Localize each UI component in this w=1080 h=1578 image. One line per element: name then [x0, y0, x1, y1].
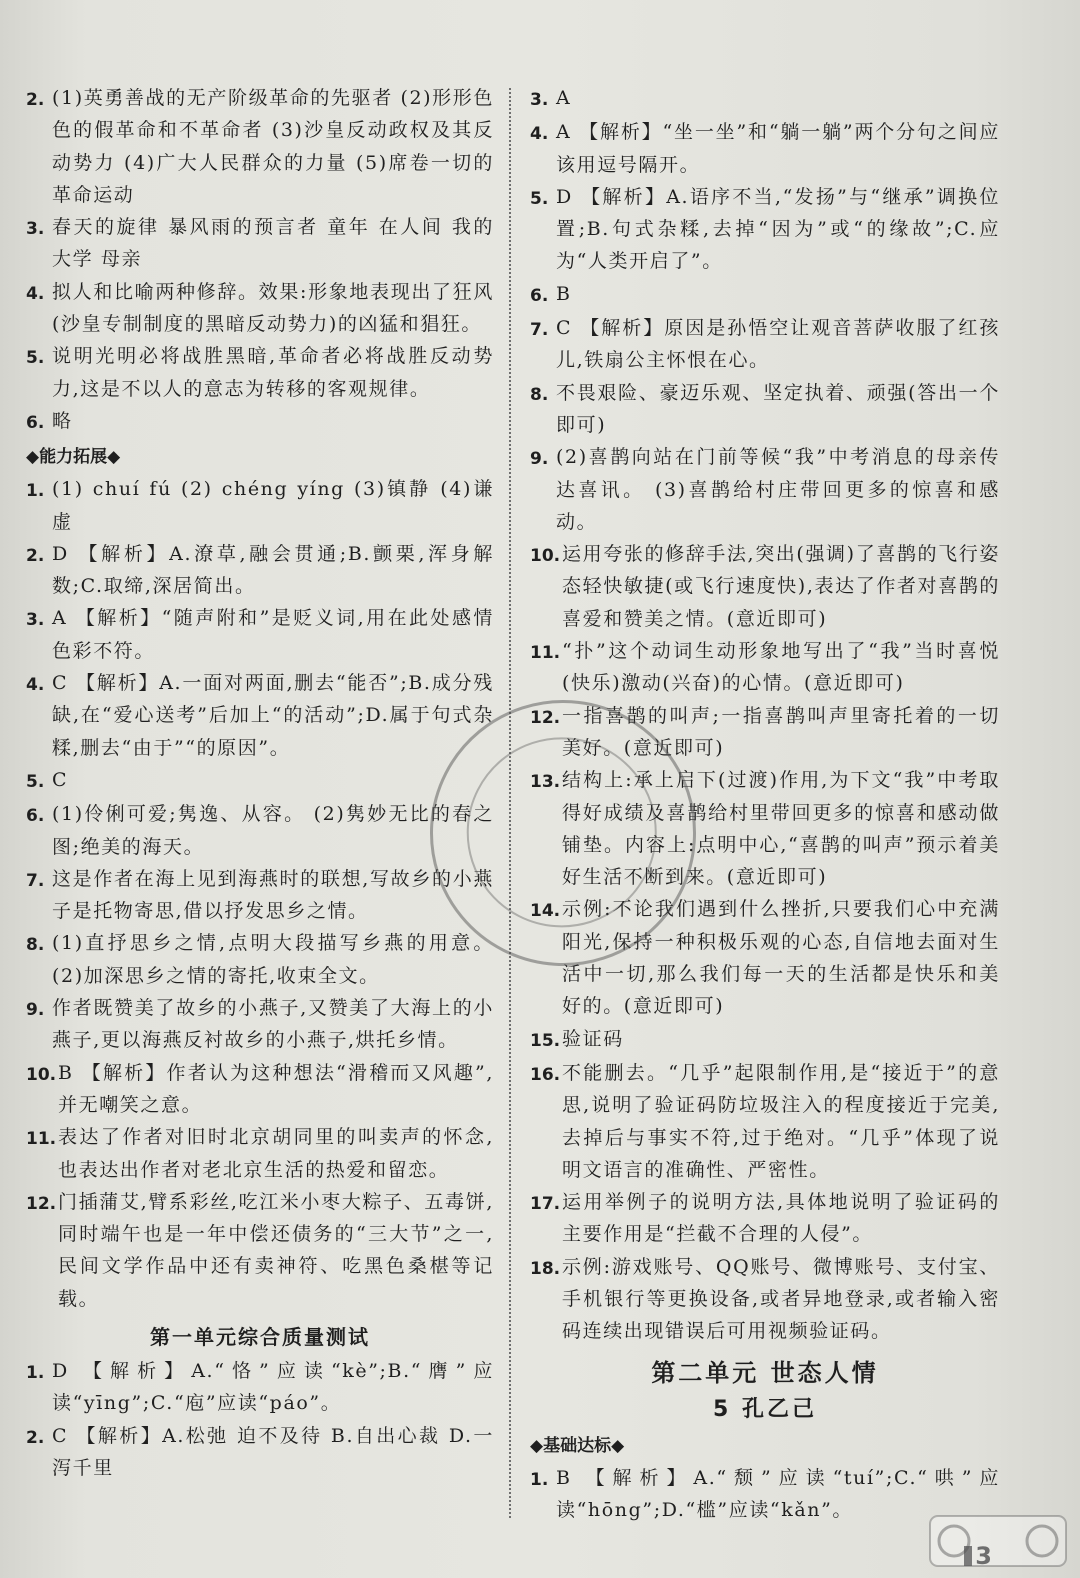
answer-text: 示例:不论我们遇到什么挫折,只要我们心中充满阳光,保持一种积极乐观的心态,自信地去面对生活中一切,那么我们每一天的生活都是快乐和美好的。(意近即可) — [562, 898, 1000, 1018]
answer-item — [530, 1186, 1000, 1251]
answer-number: 5. — [26, 771, 45, 792]
answer-text: A — [556, 87, 572, 109]
answer-text: 不畏艰险、豪迈乐观、坚定执着、顽强(答出一个即可) — [556, 381, 1000, 436]
answer-number: 17. — [530, 1194, 561, 1215]
answer-item — [26, 276, 494, 341]
answer-number: 4. — [26, 675, 45, 696]
answer-number: 7. — [530, 320, 549, 341]
answer-text: A 【解析】“坐一坐”和“躺一躺”两个分句之间应该用逗号隔开。 — [556, 121, 1000, 176]
answer-text: 作者既赞美了故乡的小燕子,又赞美了大海上的小燕子,更以海燕反衬故乡的小燕子,烘托乡情。 — [52, 997, 494, 1052]
answer-text: 结构上:承上启下(过渡)作用,为下文“我”中考取得好成绩及喜鹊给村里带回更多的惊喜和感动做铺垫。内容上:点明中心,“喜鹊的叫声”预示着美好生活不断到来。(意近即可) — [562, 769, 1000, 889]
answer-number: 10. — [530, 546, 561, 567]
answer-number: 15. — [530, 1030, 561, 1051]
answer-item — [26, 667, 494, 764]
answer-item — [530, 538, 1000, 635]
answer-number: 6. — [530, 285, 549, 306]
answer-item — [530, 312, 1000, 377]
answer-item — [26, 927, 494, 992]
answer-text: 春天的旋律 暴风雨的预言者 童年 在人间 我的大学 母亲 — [52, 216, 494, 271]
answer-item — [26, 211, 494, 276]
answer-text: (1)英勇善战的无产阶级革命的先驱者 (2)形形色色的假革命和不革命者 (3)沙皇反动政权及其反动势力 (4)广大人民群众的力量 (5)席卷一切的革命运动 — [52, 87, 494, 206]
unit1-test-answers — [26, 1355, 494, 1484]
answer-text: C 【解析】A.松弛 迫不及待 B.自出心裁 D.一泻千里 — [52, 1424, 494, 1479]
answer-number: 11. — [26, 1129, 57, 1150]
answer-text: A 【解析】“随声附和”是贬义词,用在此处感情色彩不符。 — [52, 607, 494, 662]
answer-item — [26, 1186, 494, 1315]
right-answers — [530, 82, 1000, 1348]
answer-text: (2)喜鹊向站在门前等候“我”中考消息的母亲传达喜讯。 (3)喜鹊给村庄带回更多的惊喜和感动。 — [556, 446, 1000, 533]
answer-item — [530, 278, 1000, 312]
ability-answers — [26, 473, 494, 1315]
answer-item — [530, 82, 1000, 116]
answer-item — [530, 893, 1000, 1022]
answer-item — [26, 473, 494, 538]
unit2-title: 第二单元 世态人情 — [651, 1358, 879, 1387]
answer-text: 示例:游戏账号、QQ账号、微博账号、支付宝、手机银行等更换设备,或者异地登录,或者输入密码连续出现错误后可用视频验证码。 — [562, 1255, 1000, 1343]
answer-number: 11. — [530, 643, 561, 664]
answer-text: “扑”这个动词生动形象地写出了“我”当时喜悦(快乐)激动(兴奋)的心情。(意近即可) — [562, 640, 1000, 695]
answer-number: 8. — [530, 384, 549, 405]
answer-text: (1) chuí fú (2) chéng yíng (3)镇静 (4)谦虚 — [52, 478, 494, 533]
answer-number: 4. — [26, 283, 45, 304]
answer-item — [530, 764, 1000, 893]
answer-number: 7. — [26, 870, 45, 891]
answer-item — [530, 1251, 1000, 1348]
answer-number: 3. — [26, 219, 45, 240]
answer-text: D 【解析】A.“恪”应读“kè”;B.“膺”应读“yīng”;C.“庖”应读“páo”。 — [52, 1359, 494, 1415]
answer-item — [26, 863, 494, 928]
answer-text: C 【解析】A.一面对两面,删去“能否”;B.成分残缺,在“爱心送考”后加上“的活动”;D.属于句式杂糅,删去“由于”“的原因”。 — [52, 672, 494, 759]
answer-item — [530, 1023, 1000, 1057]
answer-item — [530, 635, 1000, 700]
right-column — [530, 82, 1000, 1526]
answer-item — [26, 82, 494, 211]
answer-number: 2. — [26, 545, 45, 566]
answer-number: 6. — [26, 806, 45, 827]
answer-item — [26, 1420, 494, 1485]
answer-number: 2. — [26, 1427, 45, 1448]
answer-item — [26, 1355, 494, 1420]
answer-item — [26, 602, 494, 667]
answer-text: C 【解析】原因是孙悟空让观音菩萨收服了红孩儿,铁扇公主怀恨在心。 — [556, 317, 1000, 372]
answer-item — [26, 340, 494, 405]
answer-text: 说明光明必将战胜黑暗,革命者必将战胜反动势力,这是不以人的意志为转移的客观规律。 — [52, 345, 494, 400]
answer-number: 9. — [530, 449, 549, 470]
answer-number: 1. — [26, 481, 45, 502]
answer-item — [26, 992, 494, 1057]
lesson-title: 5 孔乙己 — [713, 1396, 817, 1422]
answer-text: D 【解析】A.语序不当,“发扬”与“继承”调换位置;B.句式杂糅,去掉“因为”或“的缘故”;C.应为“人类开启了”。 — [556, 185, 1000, 273]
answer-number: 6. — [26, 412, 45, 433]
answer-number: 9. — [26, 1000, 45, 1021]
unit1-test-title: 第一单元综合质量测试 — [150, 1324, 370, 1349]
answer-text: B 【解析】作者认为这种想法“滑稽而又风趣”,并无嘲笑之意。 — [58, 1061, 494, 1116]
answer-number: 12. — [530, 707, 561, 728]
ability-heading: ◆能力拓展◆ — [26, 447, 121, 468]
answer-text: 这是作者在海上见到海燕时的联想,写故乡的小燕子是托物寄思,借以抒发思乡之情。 — [52, 867, 494, 923]
answer-text: 运用夸张的修辞手法,突出(强调)了喜鹊的飞行姿态轻快敏捷(或飞行速度快),表达了作者对喜鹊的喜爱和赞美之情。(意近即可) — [562, 543, 1000, 630]
answer-number: 10. — [26, 1064, 57, 1085]
answer-number: 16. — [530, 1064, 561, 1085]
answer-item — [26, 798, 494, 863]
answer-text: 运用举例子的说明方法,具体地说明了验证码的主要作用是“拦截不合理的人侵”。 — [562, 1191, 1000, 1246]
answer-number: 1. — [530, 1469, 549, 1490]
answer-item — [26, 405, 494, 439]
left-column — [26, 82, 494, 1484]
answer-text: 不能删去。“几乎”起限制作用,是“接近于”的意思,说明了验证码防垃圾注入的程度接近于完美,去掉后与事实不符,过于绝对。“几乎”体现了说明文语言的准确性、严密性。 — [562, 1061, 1000, 1181]
answer-number: 13. — [530, 772, 561, 793]
answer-number: 5. — [26, 348, 45, 369]
answer-text: (1)直抒思乡之情,点明大段描写乡燕的用意。 (2)加深思乡之情的寄托,收束全文。 — [52, 932, 494, 987]
answer-number: 1. — [26, 1362, 45, 1383]
answer-number: 8. — [26, 935, 45, 956]
answer-item — [530, 116, 1000, 181]
answer-text: D 【解析】A.潦草,融会贯通;B.颤栗,浑身解数;C.取缔,深居简出。 — [52, 542, 494, 598]
answer-number: 2. — [26, 90, 45, 110]
answer-text: 拟人和比喻两种修辞。效果:形象地表现出了狂风(沙皇专制制度的黑暗反动势力)的凶猛和猖狂。 — [52, 280, 494, 336]
left-answers — [26, 82, 494, 439]
answer-text: B — [556, 282, 572, 305]
answer-number: 5. — [530, 188, 549, 209]
answer-item — [530, 441, 1000, 538]
answer-text: 验证码 — [562, 1027, 624, 1050]
answer-number: 14. — [530, 901, 561, 922]
answer-number: 3. — [530, 90, 549, 110]
answer-item — [530, 1057, 1000, 1186]
answer-item — [26, 1121, 494, 1186]
answer-text: (1)伶俐可爱;隽逸、从容。 (2)隽妙无比的春之图;绝美的海天。 — [52, 803, 494, 858]
answer-text: 略 — [52, 409, 73, 432]
answer-item — [530, 700, 1000, 765]
answer-text: B 【解析】A.“颓”应读“tuí”;C.“哄”应读“hōng”;D.“槛”应读“kǎn”。 — [556, 1466, 1000, 1521]
answer-number: 12. — [26, 1193, 57, 1214]
answer-text: C — [52, 768, 69, 791]
answer-text: 表达了作者对旧时北京胡同里的叫卖声的怀念,也表达出作者对老北京生活的热爱和留恋。 — [58, 1126, 494, 1181]
answer-number: 18. — [530, 1258, 561, 1279]
answer-number: 4. — [530, 124, 549, 145]
answer-item — [530, 377, 1000, 442]
column-divider — [509, 88, 511, 1518]
watermark-logo — [928, 1512, 1068, 1570]
basic-heading: ◆基础达标◆ — [530, 1435, 625, 1456]
answer-item — [530, 181, 1000, 278]
answer-item — [26, 538, 494, 603]
answer-item — [26, 764, 494, 798]
answer-text: 门插蒲艾,臂系彩丝,吃江米小枣大粽子、五毒饼,同时端午也是一年中偿还债务的“三大节”之一,民间文学作品中还有卖神符、吃黑色桑椹等记载。 — [58, 1190, 494, 1310]
answer-item — [26, 1057, 494, 1122]
answer-text: 一指喜鹊的叫声;一指喜鹊叫声里寄托着的一切美好。(意近即可) — [562, 704, 1000, 759]
answer-number: 3. — [26, 610, 45, 631]
